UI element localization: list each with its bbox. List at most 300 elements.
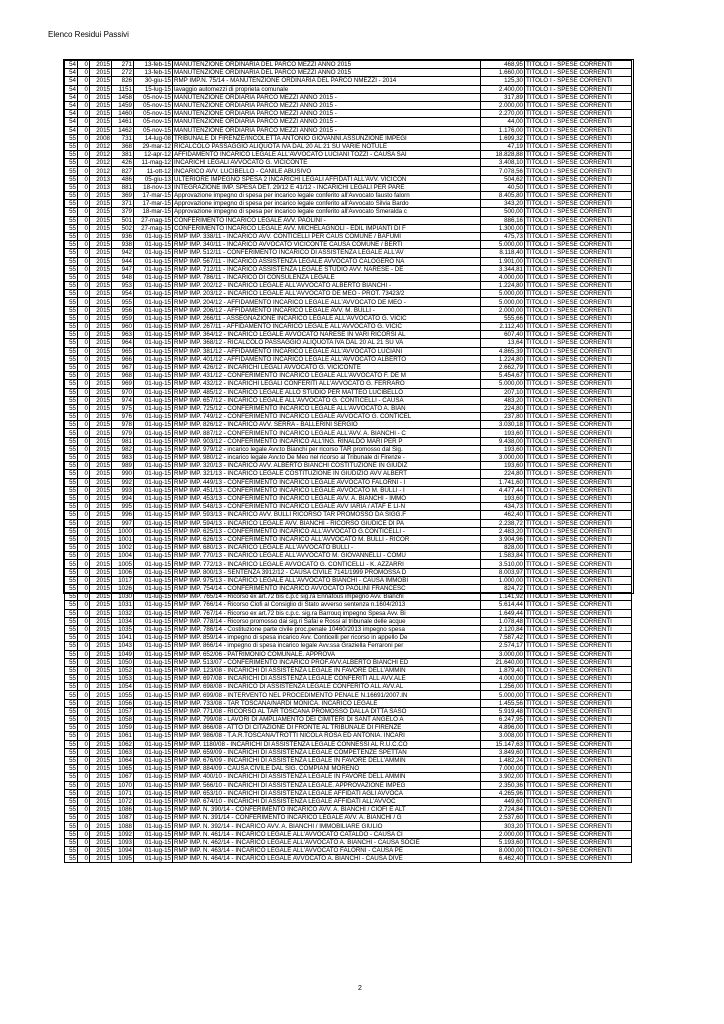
numero-cell: 827	[112, 167, 134, 175]
articolo-cell: 0	[78, 93, 90, 101]
numero-cell: 1032	[112, 609, 134, 617]
table-row	[65, 568, 632, 576]
importo-cell: 468,95	[481, 61, 525, 69]
descrizione-cell: RMP IMP. 364/12 - INCARICO LEGALE AVVOCATO NARESE IN VARI RICORSI AL	[173, 331, 481, 339]
data-cell: 14-lug-08	[134, 134, 173, 142]
articolo-cell: 0	[78, 167, 90, 175]
data-cell: 01-lug-15	[134, 568, 173, 576]
titolo-cell: TITOLO I - SPESE CORRENTI	[525, 503, 632, 511]
descrizione-cell: RMP IMP. N. 464/14 - INCARICO LEGALE AVVOCATO A. BIANCHI - CAUSA DIVE	[173, 855, 481, 863]
capitolo-cell: 55	[65, 200, 78, 208]
descrizione-cell: RMP IMP. 979/12 - incarico legale Avv.to Bianchi per ricorso TAR promosso dal Sig.	[173, 445, 481, 453]
data-cell: 01-lug-15	[134, 781, 173, 789]
data-cell: 01-lug-15	[134, 855, 173, 863]
articolo-cell: 0	[78, 748, 90, 756]
importo-cell: 1.482,24	[481, 756, 525, 764]
data-cell: 01-lug-15	[134, 650, 173, 658]
capitolo-cell: 55	[65, 642, 78, 650]
titolo-cell: TITOLO I - SPESE CORRENTI	[525, 134, 632, 142]
data-cell: 01-lug-15	[134, 298, 173, 306]
titolo-cell: TITOLO I - SPESE CORRENTI	[525, 486, 632, 494]
capitolo-cell: 54	[65, 69, 78, 77]
articolo-cell: 0	[78, 273, 90, 281]
capitolo-cell: 55	[65, 413, 78, 421]
table-row	[65, 585, 632, 593]
anno-cell: 2015	[90, 732, 112, 740]
anno-cell: 2015	[90, 699, 112, 707]
articolo-cell: 0	[78, 192, 90, 200]
data-cell: 01-lug-15	[134, 756, 173, 764]
capitolo-cell: 55	[65, 838, 78, 846]
articolo-cell: 0	[78, 822, 90, 830]
capitolo-cell: 55	[65, 740, 78, 748]
descrizione-cell: RMP IMP. 800/13 - SENTENZA 3912/12 - CAUSA CIVILE 7141/1999 PROMOSSA D	[173, 568, 481, 576]
importo-cell: 4.896,00	[481, 724, 525, 732]
capitolo-cell: 55	[65, 699, 78, 707]
numero-cell: 1067	[112, 773, 134, 781]
table-row	[65, 363, 632, 371]
articolo-cell: 0	[78, 232, 90, 240]
anno-cell: 2015	[90, 822, 112, 830]
articolo-cell: 0	[78, 323, 90, 331]
capitolo-cell: 55	[65, 396, 78, 404]
descrizione-cell: RMP IMP.N. 75/14 - MANUTENZIONE ORDINARIA DEL PARCO NMEZZI - 2014	[173, 77, 481, 85]
numero-cell: 968	[112, 372, 134, 380]
importo-cell: 3.344,81	[481, 265, 525, 273]
capitolo-cell: 55	[65, 503, 78, 511]
articolo-cell: 0	[78, 429, 90, 437]
importo-cell: 462,40	[481, 511, 525, 519]
anno-cell: 2015	[90, 625, 112, 633]
articolo-cell: 0	[78, 118, 90, 126]
capitolo-cell: 55	[65, 748, 78, 756]
data-cell: 01-lug-15	[134, 404, 173, 412]
titolo-cell: TITOLO I - SPESE CORRENTI	[525, 208, 632, 216]
importo-cell: 44,00	[481, 118, 525, 126]
titolo-cell: TITOLO I - SPESE CORRENTI	[525, 159, 632, 167]
table-row	[65, 241, 632, 249]
numero-cell: 1461	[112, 118, 134, 126]
capitolo-cell: 55	[65, 314, 78, 322]
data-cell: 01-lug-15	[134, 806, 173, 814]
articolo-cell: 0	[78, 814, 90, 822]
table-row	[65, 167, 632, 175]
titolo-cell: TITOLO I - SPESE CORRENTI	[525, 85, 632, 93]
numero-cell: 1056	[112, 699, 134, 707]
data-cell: 01-lug-15	[134, 814, 173, 822]
data-cell: 01-lug-15	[134, 707, 173, 715]
numero-cell: 997	[112, 519, 134, 527]
capitolo-cell: 55	[65, 601, 78, 609]
articolo-cell: 0	[78, 85, 90, 93]
importo-cell: 5.614,44	[481, 601, 525, 609]
numero-cell: 881	[112, 183, 134, 191]
data-cell: 01-lug-15	[134, 789, 173, 797]
numero-cell: 974	[112, 396, 134, 404]
capitolo-cell: 55	[65, 175, 78, 183]
table-row	[65, 609, 632, 617]
table-row	[65, 593, 632, 601]
capitolo-cell: 55	[65, 323, 78, 331]
capitolo-cell: 55	[65, 216, 78, 224]
importo-cell: 193,60	[481, 462, 525, 470]
data-cell: 30-giu-15	[134, 77, 173, 85]
table-row	[65, 101, 632, 109]
numero-cell: 1057	[112, 707, 134, 715]
articolo-cell: 0	[78, 437, 90, 445]
table-row	[65, 306, 632, 314]
capitolo-cell: 55	[65, 544, 78, 552]
numero-cell: 1092	[112, 830, 134, 838]
data-cell: 01-lug-15	[134, 429, 173, 437]
articolo-cell: 0	[78, 716, 90, 724]
numero-cell: 272	[112, 69, 134, 77]
data-cell: 01-lug-15	[134, 503, 173, 511]
anno-cell: 2015	[90, 683, 112, 691]
descrizione-cell: RMP IMP. 884/09 - CAUSA CIVILE DAL SIG. COMPIANI MORENO	[173, 765, 481, 773]
importo-cell: 1.741,60	[481, 478, 525, 486]
importo-cell: 886,16	[481, 216, 525, 224]
anno-cell: 2015	[90, 716, 112, 724]
importo-cell: 125,30	[481, 77, 525, 85]
table-row	[65, 372, 632, 380]
data-cell: 01-lug-15	[134, 273, 173, 281]
table-row	[65, 77, 632, 85]
table-row	[65, 576, 632, 584]
data-cell: 01-lug-15	[134, 847, 173, 855]
numero-cell: 979	[112, 429, 134, 437]
titolo-cell: TITOLO I - SPESE CORRENTI	[525, 404, 632, 412]
articolo-cell: 0	[78, 355, 90, 363]
anno-cell: 2015	[90, 601, 112, 609]
table-row	[65, 61, 632, 69]
titolo-cell: TITOLO I - SPESE CORRENTI	[525, 478, 632, 486]
data-cell: 01-lug-15	[134, 519, 173, 527]
anno-cell: 2015	[90, 421, 112, 429]
articolo-cell: 0	[78, 282, 90, 290]
importo-cell: 9.438,00	[481, 437, 525, 445]
importo-cell: 434,73	[481, 503, 525, 511]
data-cell: 17-mar-15	[134, 200, 173, 208]
descrizione-cell: RMP IMP. 733/08 - TAR TOSCANA/NARDI MONICA. INCARICO LEGALE	[173, 699, 481, 707]
capitolo-cell: 55	[65, 437, 78, 445]
table-row	[65, 445, 632, 453]
importo-cell: 8.118,40	[481, 249, 525, 257]
numero-cell: 955	[112, 298, 134, 306]
descrizione-cell: RMP IMP. 674/10 - INCARICHI DI ASSISTENZA LEGALE AFFIDATI ALL'AVVOC	[173, 797, 481, 805]
capitolo-cell: 55	[65, 634, 78, 642]
importo-cell: 237,80	[481, 413, 525, 421]
articolo-cell: 0	[78, 781, 90, 789]
numero-cell: 1054	[112, 683, 134, 691]
numero-cell: 1094	[112, 847, 134, 855]
articolo-cell: 0	[78, 658, 90, 666]
descrizione-cell: RMP IMP. 202/12 - INCARICO LEGALE ALL'AVVOCATO ALBERTO BIANCHI -	[173, 282, 481, 290]
data-cell: 01-lug-15	[134, 609, 173, 617]
anno-cell: 2015	[90, 609, 112, 617]
articolo-cell: 0	[78, 339, 90, 347]
capitolo-cell: 55	[65, 814, 78, 822]
titolo-cell: TITOLO I - SPESE CORRENTI	[525, 241, 632, 249]
table-row	[65, 601, 632, 609]
articolo-cell: 0	[78, 380, 90, 388]
articolo-cell: 0	[78, 675, 90, 683]
anno-cell: 2015	[90, 527, 112, 535]
capitolo-cell: 55	[65, 388, 78, 396]
data-cell: 01-lug-15	[134, 691, 173, 699]
titolo-cell: TITOLO I - SPESE CORRENTI	[525, 323, 632, 331]
anno-cell: 2015	[90, 110, 112, 118]
anno-cell: 2015	[90, 462, 112, 470]
importo-cell: 4.000,00	[481, 273, 525, 281]
titolo-cell: TITOLO I - SPESE CORRENTI	[525, 372, 632, 380]
table-row	[65, 650, 632, 658]
table-row	[65, 126, 632, 134]
capitolo-cell: 55	[65, 355, 78, 363]
table-row	[65, 814, 632, 822]
capitolo-cell: 54	[65, 93, 78, 101]
table-row	[65, 781, 632, 789]
articolo-cell: 0	[78, 601, 90, 609]
capitolo-cell: 55	[65, 707, 78, 715]
numero-cell: 944	[112, 257, 134, 265]
data-cell: 01-lug-15	[134, 478, 173, 486]
articolo-cell: 0	[78, 617, 90, 625]
importo-cell: 8.000,00	[481, 847, 525, 855]
descrizione-cell: Approvazione impegno di spesa per incarico legale conferito all'Avvocato Silvia Bardo	[173, 200, 481, 208]
titolo-cell: TITOLO I - SPESE CORRENTI	[525, 142, 632, 150]
articolo-cell: 0	[78, 306, 90, 314]
articolo-cell: 0	[78, 519, 90, 527]
articolo-cell: 0	[78, 535, 90, 543]
table-row	[65, 347, 632, 355]
importo-cell: 224,80	[481, 470, 525, 478]
articolo-cell: 0	[78, 298, 90, 306]
anno-cell: 2015	[90, 806, 112, 814]
articolo-cell: 0	[78, 372, 90, 380]
data-cell: 01-lug-15	[134, 363, 173, 371]
anno-cell: 2015	[90, 454, 112, 462]
anno-cell: 2015	[90, 77, 112, 85]
descrizione-cell: RMP IMP. 513/07 - CONFERIMENTO INCARICO PROF.AVV.ALBERTO BIANCHI ED	[173, 658, 481, 666]
descrizione-cell: RMP IMP. 426/12 - INCARICHI LEGALI AVVOCATO G. VICICONTE	[173, 363, 481, 371]
titolo-cell: TITOLO I - SPESE CORRENTI	[525, 151, 632, 159]
table-row	[65, 503, 632, 511]
table-row	[65, 421, 632, 429]
descrizione-cell: RMP IMP. 903/12 - CONFERIMENTO INCARICO ALL'ING. RINALDO MARI PER P	[173, 437, 481, 445]
anno-cell: 2015	[90, 323, 112, 331]
descrizione-cell: RMP IMP. 401/12 - AFFIDAMENTO INCARICO LEGALE ALL'AVVOCATO ALBERTO	[173, 355, 481, 363]
capitolo-cell: 55	[65, 789, 78, 797]
importo-cell: 3.000,00	[481, 650, 525, 658]
titolo-cell: TITOLO I - SPESE CORRENTI	[525, 593, 632, 601]
articolo-cell: 0	[78, 527, 90, 535]
numero-cell: 1005	[112, 560, 134, 568]
importo-cell: 3.000,00	[481, 454, 525, 462]
importo-cell: 7.587,42	[481, 634, 525, 642]
articolo-cell: 0	[78, 142, 90, 150]
capitolo-cell: 55	[65, 683, 78, 691]
anno-cell: 2015	[90, 69, 112, 77]
importo-cell: 3.030,18	[481, 421, 525, 429]
titolo-cell: TITOLO I - SPESE CORRENTI	[525, 511, 632, 519]
numero-cell: 994	[112, 494, 134, 502]
descrizione-cell: RMP IMP. 123/08 - INCARICHI DI ASSISTENZA LEGALE IN FAVORE DELL'AMMIN	[173, 666, 481, 674]
descrizione-cell: RMP IMP. N. 463/14 - INCARICO LEGALE ALL'AVVOCATO FALORNI - CAUSA PE	[173, 847, 481, 855]
table-row	[65, 544, 632, 552]
residui-table-body	[65, 61, 632, 863]
capitolo-cell: 55	[65, 159, 78, 167]
titolo-cell: TITOLO I - SPESE CORRENTI	[525, 77, 632, 85]
articolo-cell: 0	[78, 208, 90, 216]
anno-cell: 2015	[90, 478, 112, 486]
capitolo-cell: 55	[65, 568, 78, 576]
descrizione-cell: RMP IMP. 548/13 - CONFERIMENTO INCARICO LEGALE AVV IARIA / ATAF E LI-N	[173, 503, 481, 511]
descrizione-cell: RMP IMP. 340/11 - INCARICO AVVOCATO VICICONTE CAUSA COMUNE / BERTI	[173, 241, 481, 249]
anno-cell: 2012	[90, 159, 112, 167]
titolo-cell: TITOLO I - SPESE CORRENTI	[525, 560, 632, 568]
numero-cell: 995	[112, 503, 134, 511]
data-cell: 01-lug-15	[134, 552, 173, 560]
articolo-cell: 0	[78, 445, 90, 453]
numero-cell: 1050	[112, 658, 134, 666]
table-row	[65, 519, 632, 527]
anno-cell: 2015	[90, 298, 112, 306]
numero-cell: 502	[112, 224, 134, 232]
descrizione-cell: RICALCOLO PASSAGGIO ALIQUOTA IVA DAL 20 AL 21 SU VARIE NOTULE	[173, 142, 481, 150]
articolo-cell: 0	[78, 830, 90, 838]
numero-cell: 1049	[112, 650, 134, 658]
descrizione-cell: Approvazione impegno di spesa per incarico legale conferito all'Avvocato fausto falorn	[173, 192, 481, 200]
importo-cell: 4.865,39	[481, 347, 525, 355]
anno-cell: 2015	[90, 429, 112, 437]
data-cell: 17-mar-15	[134, 192, 173, 200]
titolo-cell: TITOLO I - SPESE CORRENTI	[525, 666, 632, 674]
titolo-cell: TITOLO I - SPESE CORRENTI	[525, 110, 632, 118]
table-row	[65, 773, 632, 781]
capitolo-cell: 55	[65, 363, 78, 371]
data-cell: 12-apr-12	[134, 151, 173, 159]
anno-cell: 2015	[90, 413, 112, 421]
numero-cell: 969	[112, 380, 134, 388]
capitolo-cell: 55	[65, 781, 78, 789]
data-cell: 01-lug-15	[134, 314, 173, 322]
importo-cell: 1.901,00	[481, 257, 525, 265]
anno-cell: 2015	[90, 306, 112, 314]
data-cell: 18-nov-13	[134, 183, 173, 191]
numero-cell: 1063	[112, 748, 134, 756]
anno-cell: 2015	[90, 765, 112, 773]
table-row	[65, 478, 632, 486]
table-row	[65, 355, 632, 363]
articolo-cell: 0	[78, 666, 90, 674]
anno-cell: 2015	[90, 675, 112, 683]
descrizione-cell: RMP IMP. 772/13 - INCARICO LEGALE AVVOCATO G. CONTICELLI - K. AZZARRI	[173, 560, 481, 568]
table-row	[65, 560, 632, 568]
importo-cell: 5.000,00	[481, 298, 525, 306]
anno-cell: 2015	[90, 355, 112, 363]
capitolo-cell: 55	[65, 732, 78, 740]
numero-cell: 271	[112, 61, 134, 69]
anno-cell: 2015	[90, 494, 112, 502]
titolo-cell: TITOLO I - SPESE CORRENTI	[525, 552, 632, 560]
descrizione-cell: RMP IMP. 859/14 - impegno di spesa incarico Avv. Conticelli per ricorso in appello De	[173, 634, 481, 642]
titolo-cell: TITOLO I - SPESE CORRENTI	[525, 470, 632, 478]
descrizione-cell: AFFIDAMENTO INCARICO LEGALE ALL'AVVOCATO LUCIANI TOZZI - CAUSA SAI	[173, 151, 481, 159]
capitolo-cell: 55	[65, 527, 78, 535]
numero-cell: 947	[112, 265, 134, 273]
titolo-cell: TITOLO I - SPESE CORRENTI	[525, 494, 632, 502]
descrizione-cell: RMP IMP. 594/13 - INCARICO LEGALE AVV. BIANCHI - RICORSO GIUDICE DI PA	[173, 519, 481, 527]
table-row	[65, 273, 632, 281]
importo-cell: 2.400,00	[481, 85, 525, 93]
articolo-cell: 0	[78, 134, 90, 142]
articolo-cell: 0	[78, 494, 90, 502]
titolo-cell: TITOLO I - SPESE CORRENTI	[525, 707, 632, 715]
numero-cell: 963	[112, 331, 134, 339]
table-row	[65, 69, 632, 77]
titolo-cell: TITOLO I - SPESE CORRENTI	[525, 527, 632, 535]
table-row	[65, 290, 632, 298]
anno-cell: 2015	[90, 232, 112, 240]
importo-cell: 5.919,48	[481, 707, 525, 715]
descrizione-cell: RMP IMP. 765/14 - Ricorso ex art.72 bis c.p.c sig.ra Ennatous impegno Avv. Bianchi	[173, 593, 481, 601]
data-cell: 01-lug-15	[134, 306, 173, 314]
numero-cell: 1035	[112, 625, 134, 633]
data-cell: 01-lug-15	[134, 445, 173, 453]
titolo-cell: TITOLO I - SPESE CORRENTI	[525, 601, 632, 609]
table-row	[65, 789, 632, 797]
anno-cell: 2015	[90, 666, 112, 674]
numero-cell: 1059	[112, 724, 134, 732]
articolo-cell: 0	[78, 241, 90, 249]
descrizione-cell: ULTERIORE IMPEGNO SPESA 2 INCARICHI LEGALI AFFIDATI ALL'AVV. VICICON	[173, 175, 481, 183]
anno-cell: 2015	[90, 216, 112, 224]
anno-cell: 2015	[90, 363, 112, 371]
table-row	[65, 716, 632, 724]
capitolo-cell: 55	[65, 519, 78, 527]
table-row	[65, 765, 632, 773]
importo-cell: 1.300,00	[481, 224, 525, 232]
titolo-cell: TITOLO I - SPESE CORRENTI	[525, 634, 632, 642]
data-cell: 01-lug-15	[134, 470, 173, 478]
anno-cell: 2015	[90, 470, 112, 478]
table-row	[65, 331, 632, 339]
descrizione-cell: RMP IMP. 451/13 - CONFERIMENTO INCARICO LEGALE AVVOCATO M. BULLI - I	[173, 486, 481, 494]
titolo-cell: TITOLO I - SPESE CORRENTI	[525, 331, 632, 339]
data-cell: 01-lug-15	[134, 437, 173, 445]
importo-cell: 13,64	[481, 339, 525, 347]
articolo-cell: 0	[78, 290, 90, 298]
descrizione-cell: CONFERIMENTO INCARICO LEGALE AVV. MICHELAGNOLI - EDIL IMPIANTI DI F	[173, 224, 481, 232]
data-cell: 01-lug-15	[134, 658, 173, 666]
numero-cell: 1087	[112, 814, 134, 822]
titolo-cell: TITOLO I - SPESE CORRENTI	[525, 339, 632, 347]
capitolo-cell: 55	[65, 773, 78, 781]
data-cell: 05-nov-15	[134, 118, 173, 126]
capitolo-cell: 55	[65, 232, 78, 240]
capitolo-cell: 55	[65, 306, 78, 314]
titolo-cell: TITOLO I - SPESE CORRENTI	[525, 724, 632, 732]
numero-cell: 1093	[112, 838, 134, 846]
articolo-cell: 0	[78, 126, 90, 134]
importo-cell: 5.000,00	[481, 241, 525, 249]
titolo-cell: TITOLO I - SPESE CORRENTI	[525, 249, 632, 257]
table-row	[65, 552, 632, 560]
titolo-cell: TITOLO I - SPESE CORRENTI	[525, 535, 632, 543]
descrizione-cell: RMP IMP. 680/13 - INCARICO LEGALE ALL'AVVOCATO BULLI -	[173, 544, 481, 552]
articolo-cell: 0	[78, 363, 90, 371]
